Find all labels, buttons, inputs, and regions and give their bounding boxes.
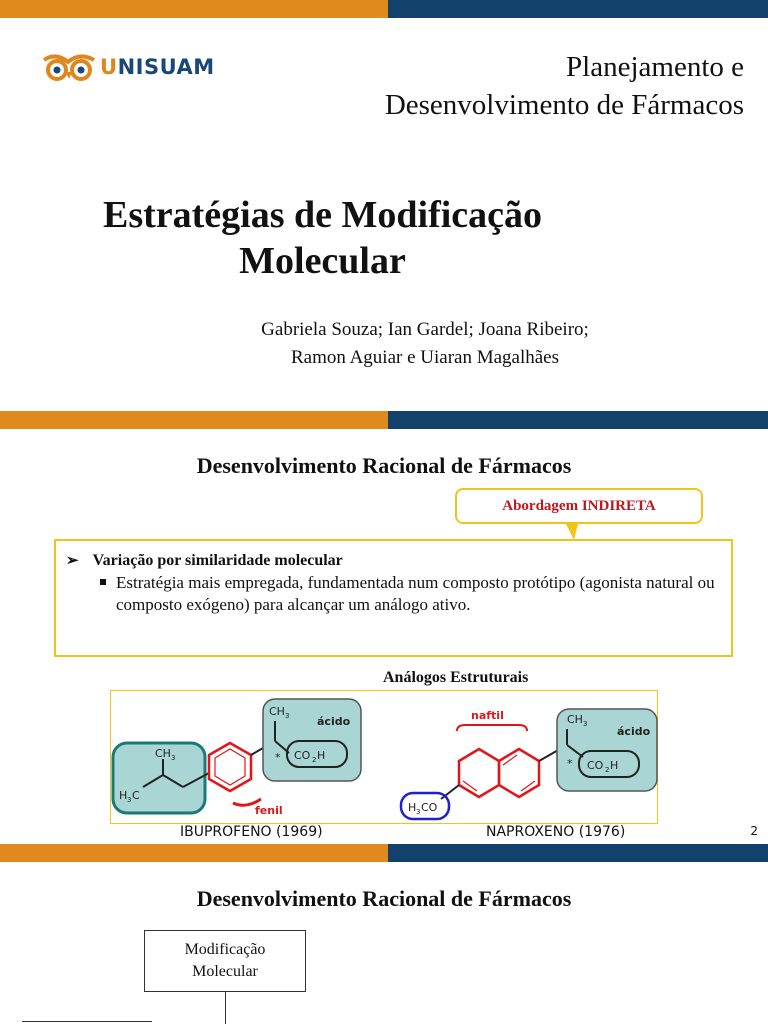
top-color-bar	[0, 0, 768, 18]
naproxen-label: NAPROXENO (1976)	[486, 824, 626, 840]
unisuam-logo	[42, 52, 215, 82]
connector-line	[225, 992, 226, 1024]
svg-text:H: H	[119, 789, 128, 802]
svg-text:H: H	[610, 759, 619, 772]
svg-text:fenil: fenil	[255, 804, 283, 817]
bullet-level-1: ➢ Variação por similaridade molecular	[66, 551, 343, 569]
owl-eyes-icon	[42, 52, 96, 82]
svg-text:2: 2	[605, 766, 610, 774]
svg-text:CH: CH	[269, 705, 285, 718]
svg-text:naftil: naftil	[471, 709, 504, 722]
page-number: 2	[750, 824, 758, 838]
svg-text:3: 3	[171, 754, 176, 762]
molecular-modification-node: Modificação Molecular	[144, 930, 306, 992]
svg-text:ácido: ácido	[317, 715, 351, 728]
naphthyl-ring-2	[499, 749, 539, 797]
callout-pointer	[566, 524, 578, 540]
arrow-bullet-icon: ➢	[66, 553, 79, 569]
structures-panel	[110, 690, 658, 824]
authors: Gabriela Souza; Ian Gardel; Joana Ribeiro; Ramon Aguiar e Uiaran Magalhães	[261, 319, 589, 368]
content-box	[54, 539, 733, 657]
svg-text:3: 3	[285, 712, 290, 720]
approach-callout: Abordagem INDIRETA	[455, 488, 703, 524]
svg-text:3: 3	[416, 808, 421, 816]
slide-2	[0, 429, 768, 843]
slide-title: Desenvolvimento Racional de Fármacos	[196, 453, 572, 478]
chemical-structures	[111, 691, 659, 825]
svg-text:3: 3	[127, 796, 132, 804]
square-bullet-icon	[100, 579, 106, 585]
svg-text:2: 2	[312, 756, 317, 764]
svg-text:H: H	[317, 749, 326, 762]
svg-text:H: H	[408, 801, 417, 814]
svg-text:CO: CO	[421, 801, 438, 814]
svg-text:CO: CO	[294, 749, 311, 762]
ibuprofen-label: IBUPROFENO (1969)	[180, 824, 323, 840]
svg-text:C: C	[132, 789, 140, 802]
svg-text:CH: CH	[155, 747, 171, 760]
ibuprofen-structure	[113, 699, 361, 817]
logo-wordmark: UNISUAM	[100, 55, 215, 79]
child-node-top-edge	[22, 1021, 152, 1022]
slide-3	[0, 862, 768, 1024]
svg-text:ácido: ácido	[617, 725, 651, 738]
naphthyl-ring-1	[459, 749, 499, 797]
presentation-title: Estratégias de Modificação Molecular	[102, 194, 543, 282]
course-title: Planejamento e Desenvolvimento de Fármacos	[384, 51, 744, 121]
svg-text:3: 3	[583, 720, 588, 728]
divider-bar-1	[0, 411, 768, 429]
bullet-level-2: Estratégia mais empregada, fundamentada num composto protótipo (agonista natural ou composto exógeno) para alcançar um análogo ativo.	[100, 572, 719, 616]
slide-title: Desenvolvimento Racional de Fármacos	[196, 886, 572, 911]
svg-text:CO: CO	[587, 759, 604, 772]
analogs-heading: Análogos Estruturais	[383, 669, 529, 686]
naproxen-structure	[401, 709, 657, 819]
svg-text:*: *	[567, 757, 573, 770]
divider-bar-2	[0, 844, 768, 862]
svg-text:CH: CH	[567, 713, 583, 726]
slide-1	[0, 18, 768, 411]
svg-text:*: *	[275, 751, 281, 764]
